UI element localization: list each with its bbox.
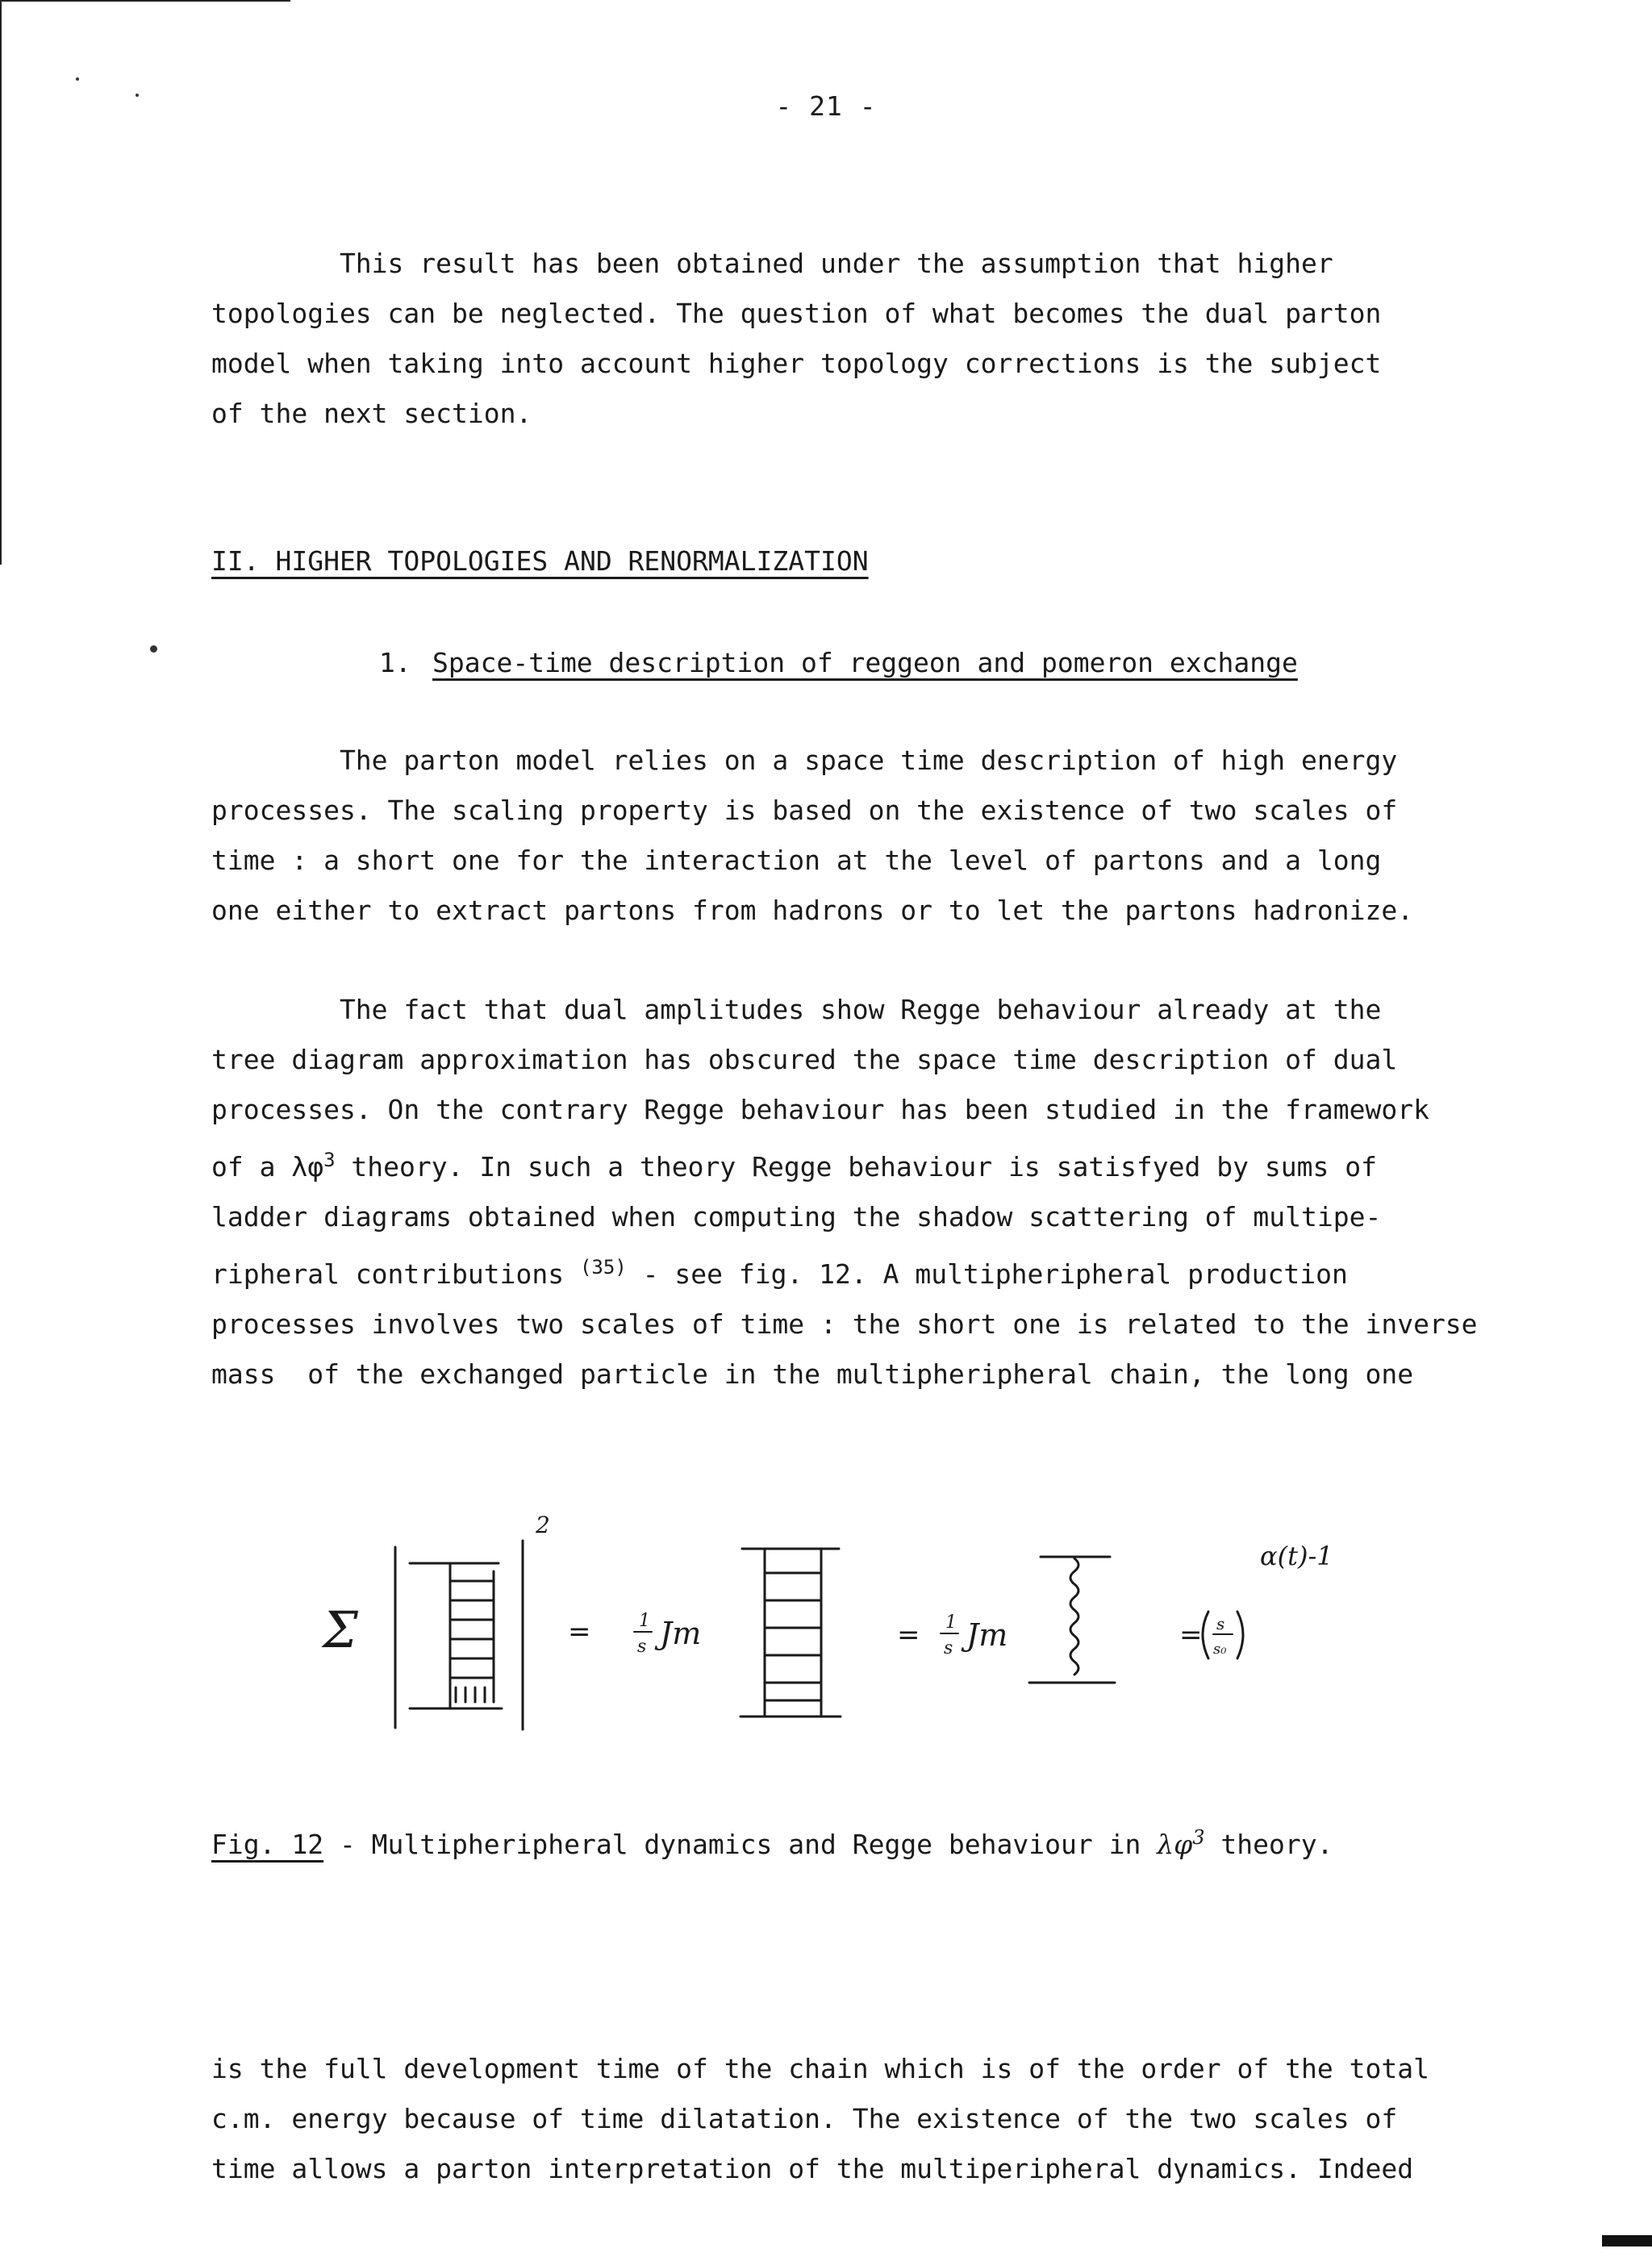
ladder-diagram bbox=[740, 1549, 841, 1717]
text-line: The parton model relies on a space time description of high energy bbox=[211, 745, 1398, 776]
text-line: one either to extract partons from hadrons or to let the partons hadronize. bbox=[211, 895, 1414, 926]
text-line: tree diagram approximation has obscured the space time description of dual bbox=[211, 1044, 1398, 1075]
text-fragment: theory. In such a theory Regge behaviour is satisfyed by sums of bbox=[335, 1151, 1377, 1183]
text-line: processes involves two scales of time : the short one is related to the inverse bbox=[211, 1308, 1478, 1340]
intro-paragraph bbox=[211, 239, 1534, 439]
text-line: processes. The scaling property is based on the existence of two scales of bbox=[211, 795, 1398, 826]
text-fragment: of a λφ bbox=[211, 1151, 324, 1183]
scan-speck bbox=[150, 645, 157, 653]
caption-text: theory. bbox=[1204, 1829, 1333, 1860]
fraction-numerator: 1 bbox=[639, 1611, 650, 1631]
text-line: of the next section. bbox=[211, 398, 532, 429]
page-frame-top-edge bbox=[0, 0, 290, 2]
text-fragment: ripheral contributions bbox=[211, 1258, 580, 1290]
text-line: is the full development time of the chain which is of the order of the total bbox=[211, 2053, 1429, 2084]
subsection-number: 1. bbox=[379, 647, 411, 678]
scan-speck bbox=[76, 77, 79, 81]
text-line bbox=[211, 1135, 1534, 1192]
text-line: c.m. energy because of time dilatation. The existence of the two scales of bbox=[211, 2103, 1398, 2134]
text-line: This result has been obtained under the assumption that higher bbox=[211, 248, 1333, 279]
imaginary-part-operator: Jm bbox=[660, 1616, 702, 1651]
reggeon-exchange-diagram bbox=[1029, 1557, 1115, 1683]
fraction-denominator: s₀ bbox=[1213, 1641, 1227, 1658]
text-line: time : a short one for the interaction at the level of partons and a long bbox=[211, 845, 1382, 876]
text-line: ladder diagrams obtained when computing the shadow scattering of multipe- bbox=[211, 1201, 1382, 1233]
parton-paragraph bbox=[211, 736, 1534, 936]
section-heading: II. HIGHER TOPOLOGIES AND RENORMALIZATION bbox=[211, 545, 869, 577]
page-number: - 21 - bbox=[775, 90, 877, 122]
final-paragraph bbox=[211, 2044, 1534, 2194]
text-line: processes. On the contrary Regge behaviour has been studied in the framework bbox=[211, 1094, 1429, 1125]
square-exponent: 2 bbox=[536, 1512, 550, 1538]
figure-12-equation bbox=[0, 1500, 1652, 1758]
text-line: The fact that dual amplitudes show Regge behaviour already at the bbox=[211, 994, 1382, 1025]
page-frame-left-edge bbox=[0, 0, 2, 565]
equation-diagram bbox=[0, 1500, 1652, 1758]
reference-superscript: (35) bbox=[579, 1256, 627, 1279]
fraction-denominator: s bbox=[944, 1638, 953, 1658]
superscript: 3 bbox=[323, 1149, 336, 1171]
figure-caption bbox=[211, 1826, 1333, 1860]
equals-sign: = bbox=[897, 1619, 920, 1651]
caption-symbol-superscript: 3 bbox=[1192, 1826, 1205, 1849]
ladder-diagram-squared bbox=[410, 1563, 502, 1708]
text-fragment: - see fig. 12. A multipheripheral production bbox=[626, 1258, 1348, 1290]
text-line: model when taking into account higher topology corrections is the subject bbox=[211, 348, 1382, 379]
equals-sign: = bbox=[568, 1616, 591, 1648]
text-line: mass of the exchanged particle in the multipheripheral chain, the long one bbox=[211, 1358, 1414, 1390]
text-line: time allows a parton interpretation of the multiperipheral dynamics. Indeed bbox=[211, 2153, 1414, 2184]
text-line: topologies can be neglected. The question of what becomes the dual parton bbox=[211, 298, 1382, 329]
caption-text: - Multipheripheral dynamics and Regge behaviour in bbox=[323, 1829, 1158, 1860]
text-line bbox=[211, 1242, 1534, 1299]
regge-paragraph bbox=[211, 985, 1534, 1400]
regge-exponent: α(t)-1 bbox=[1260, 1541, 1333, 1571]
fraction-numerator: s bbox=[1216, 1614, 1225, 1633]
sum-symbol: Σ bbox=[323, 1600, 358, 1659]
subsection-title: Space-time description of reggeon and pomeron exchange bbox=[432, 647, 1298, 678]
caption-symbol: λφ bbox=[1157, 1829, 1193, 1860]
scan-edge-mark bbox=[1602, 2235, 1652, 2246]
fraction-numerator: 1 bbox=[945, 1612, 957, 1633]
figure-label: Fig. 12 bbox=[211, 1829, 324, 1860]
imaginary-part-operator: Jm bbox=[966, 1617, 1008, 1653]
equals-sign: = bbox=[1179, 1619, 1203, 1651]
fraction-denominator: s bbox=[637, 1637, 647, 1657]
